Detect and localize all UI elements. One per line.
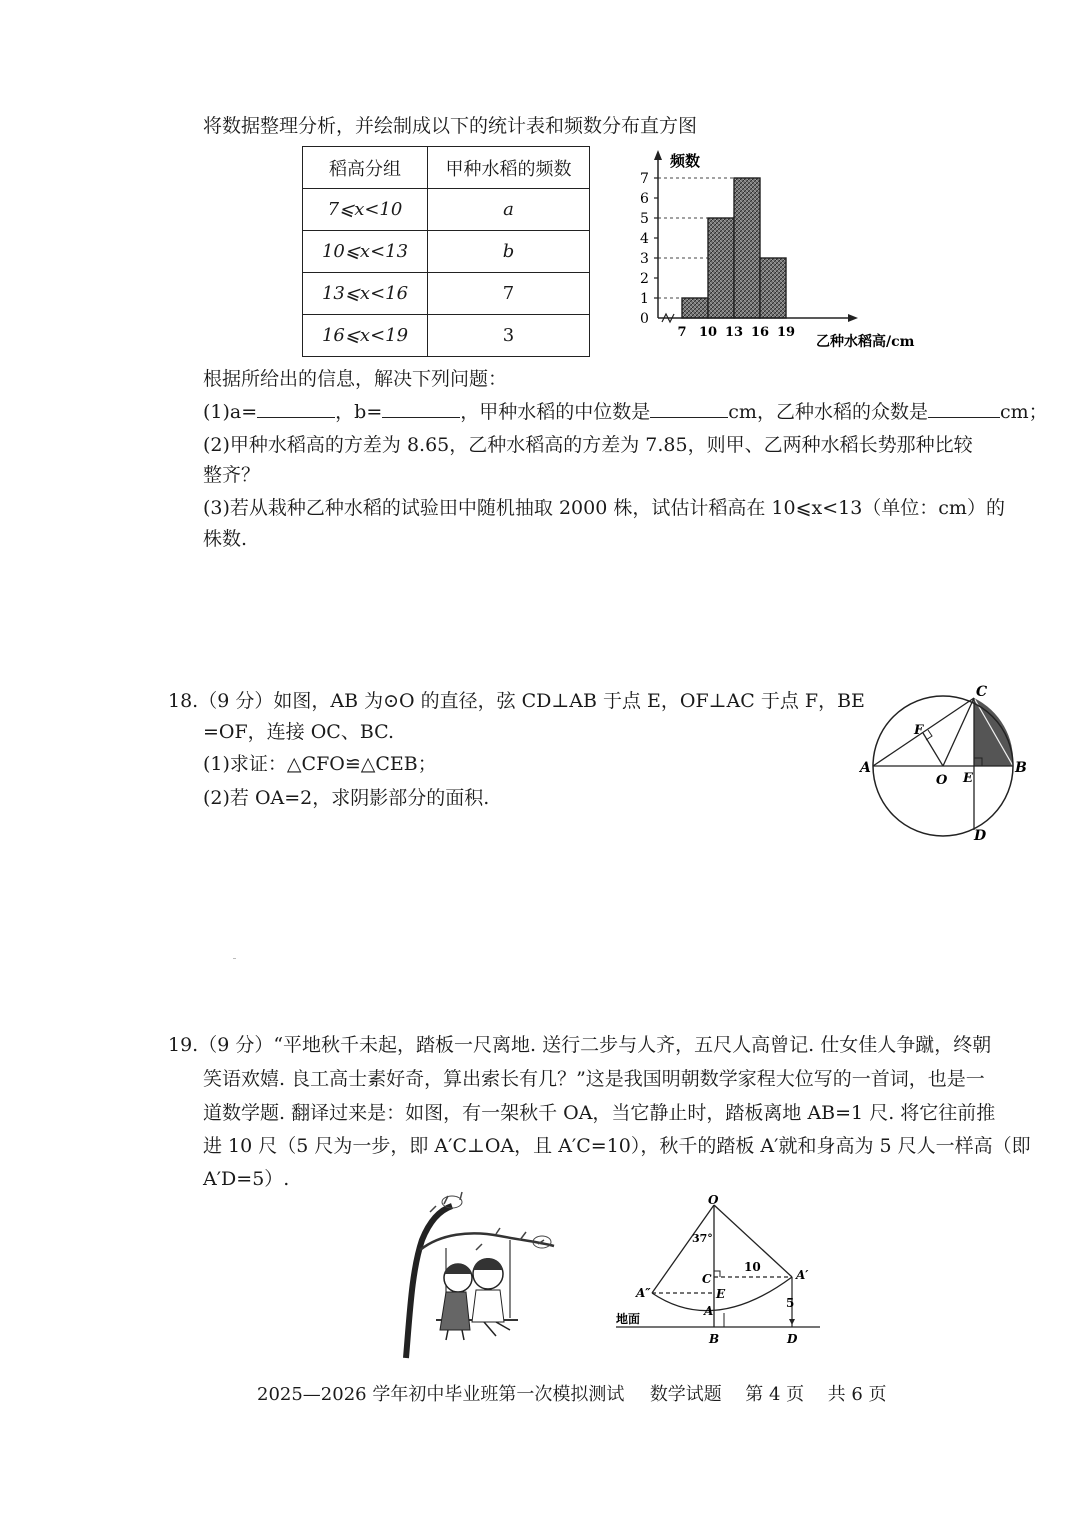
label-e: E [963,771,973,786]
label-b: B [709,1332,720,1346]
x-tick-label: 16 [750,325,770,340]
q17-part1 [203,399,1048,424]
q19-line4: 进 10 尺（5 尺为一步，即 A′C⊥OA，且 A′C=10），秋千的踏板 A′就和身高为 5 尺人一样高（即 [203,1135,1031,1157]
q18-part1: (1)求证：△CFO≌△CEB； [203,753,437,775]
arrow-down-icon [789,1319,795,1325]
y-tick-label: 5 [640,211,649,227]
q17-part2-line2: 整齐？ [203,464,261,486]
table-header: 稻高分组 [303,147,428,189]
table-cell-group: 7⩽x<10 [303,189,428,231]
label-ground: 地面 [616,1312,641,1326]
y-axis-arrow [654,150,662,160]
label-ten: 10 [744,1260,761,1274]
q18-part2: (2)若 OA=2，求阴影部分的面积. [203,787,490,809]
swing-diagram [610,1195,825,1350]
label-o: O [708,1195,719,1207]
label-five: 5 [786,1296,795,1310]
x-axis-label: 乙种水稻高/cm [816,334,915,350]
label-d: D [787,1332,798,1346]
table-row [303,231,590,273]
label-e: E [716,1287,726,1301]
segment-of [923,733,943,766]
answer-blank[interactable] [382,399,460,418]
bar-7-10 [682,298,708,318]
bar-16-19 [760,258,786,318]
label-a: A [860,760,871,776]
bar-10-13 [708,218,734,318]
q17-part3-line2: 株数. [203,528,248,550]
y-tick-label: 1 [640,291,649,307]
y-tick-label: 0 [640,311,649,327]
x-axis-arrow [848,314,858,322]
table-header: 甲种水稻的频数 [428,147,590,189]
label-o: O [936,773,948,788]
circle-figure [852,682,1032,842]
table-header-row [303,147,590,189]
q17-p1-d: cm，乙种水稻的众数是 [728,401,928,423]
swing-illustration [400,1190,560,1360]
histogram [620,148,930,353]
footer-total: 共 6 页 [827,1384,887,1405]
right-angle-c [714,1271,720,1277]
q18-line2: =OF，连接 OC、BC. [203,721,395,743]
q18-line1: 18.（9 分）如图，AB 为⊙O 的直径，弦 CD⊥AB 于点 E，OF⊥AC 于点 F，BE [168,690,865,712]
footer-page: 第 4 页 [745,1384,805,1405]
q17-p1-a: (1)a= [203,401,258,423]
label-b: B [1015,760,1027,776]
y-tick-label: 4 [640,231,649,247]
q17-p1-e: cm； [999,401,1048,423]
x-tick-label: 7 [677,325,687,340]
table-cell-group: 10⩽x<13 [303,231,428,273]
scan-speck [233,958,236,959]
answer-blank[interactable] [650,399,728,418]
y-tick-label: 3 [640,251,649,267]
answer-blank[interactable] [257,399,335,418]
label-a-prime: A′ [796,1268,809,1282]
q17-part2-line1: (2)甲种水稻高的方差为 8.65，乙种水稻高的方差为 7.85，则甲、乙两种水稻长势那种比较 [203,434,973,456]
q19-line3: 道数学题. 翻译过来是：如图，有一架秋千 OA，当它静止时，踏板离地 AB=1 尺. 将它往前推 [203,1102,996,1124]
footer-subject: 数学试题 [649,1384,722,1405]
x-tick-label: 19 [776,325,796,340]
axis-break-icon [662,314,674,322]
q17-part3-line1: (3)若从栽种乙种水稻的试验田中随机抽取 2000 株，试估计稻高在 10⩽x<13（单位：cm）的 [203,497,1005,519]
table-cell-freq: 3 [428,315,590,357]
q17-p1-b: ，b= [335,401,383,423]
label-a: A [704,1304,714,1318]
frequency-table [302,146,590,357]
answer-blank[interactable] [928,399,1000,418]
label-c: C [702,1272,712,1286]
table-row [303,189,590,231]
table-cell-freq: 7 [428,273,590,315]
label-d: D [974,828,987,842]
footer [257,1383,887,1407]
x-tick-label: 13 [724,325,744,340]
footer-exam: 2025—2026 学年初中毕业班第一次模拟测试 [257,1384,625,1405]
label-a-double: A″ [636,1286,651,1300]
intro-text: 将数据整理分析，并绘制成以下的统计表和频数分布直方图 [203,115,698,137]
x-tick-label: 10 [698,325,718,340]
y-tick-label: 6 [640,191,649,207]
table-cell-freq: b [428,231,590,273]
y-axis-label: 频数 [670,152,701,170]
q19-line5: A′D=5）. [203,1168,290,1190]
label-c: C [976,684,988,700]
q17-lead: 根据所给出的信息，解决下列问题： [203,368,508,390]
table-cell-group: 13⩽x<16 [303,273,428,315]
label-f: F [914,723,924,738]
q19-line2: 笑语欢嬉. 良工高士素好奇，算出索长有几？”这是我国明朝数学家程大位写的一首词，也是一 [203,1068,985,1090]
table-row [303,273,590,315]
table-cell-group: 16⩽x<19 [303,315,428,357]
y-tick-label: 7 [640,171,649,187]
label-angle: 37° [692,1232,713,1245]
y-tick-label: 2 [640,271,649,287]
q19-line1: 19.（9 分）“平地秋千未起，踏板一尺离地. 送行二步与人齐，五尺人高曾记. 仕女佳人争蹴，终朝 [168,1034,992,1056]
q17-p1-c: ，甲种水稻的中位数是 [460,401,651,423]
table-cell-freq: a [428,189,590,231]
table-row [303,315,590,357]
bar-13-16 [734,178,760,318]
